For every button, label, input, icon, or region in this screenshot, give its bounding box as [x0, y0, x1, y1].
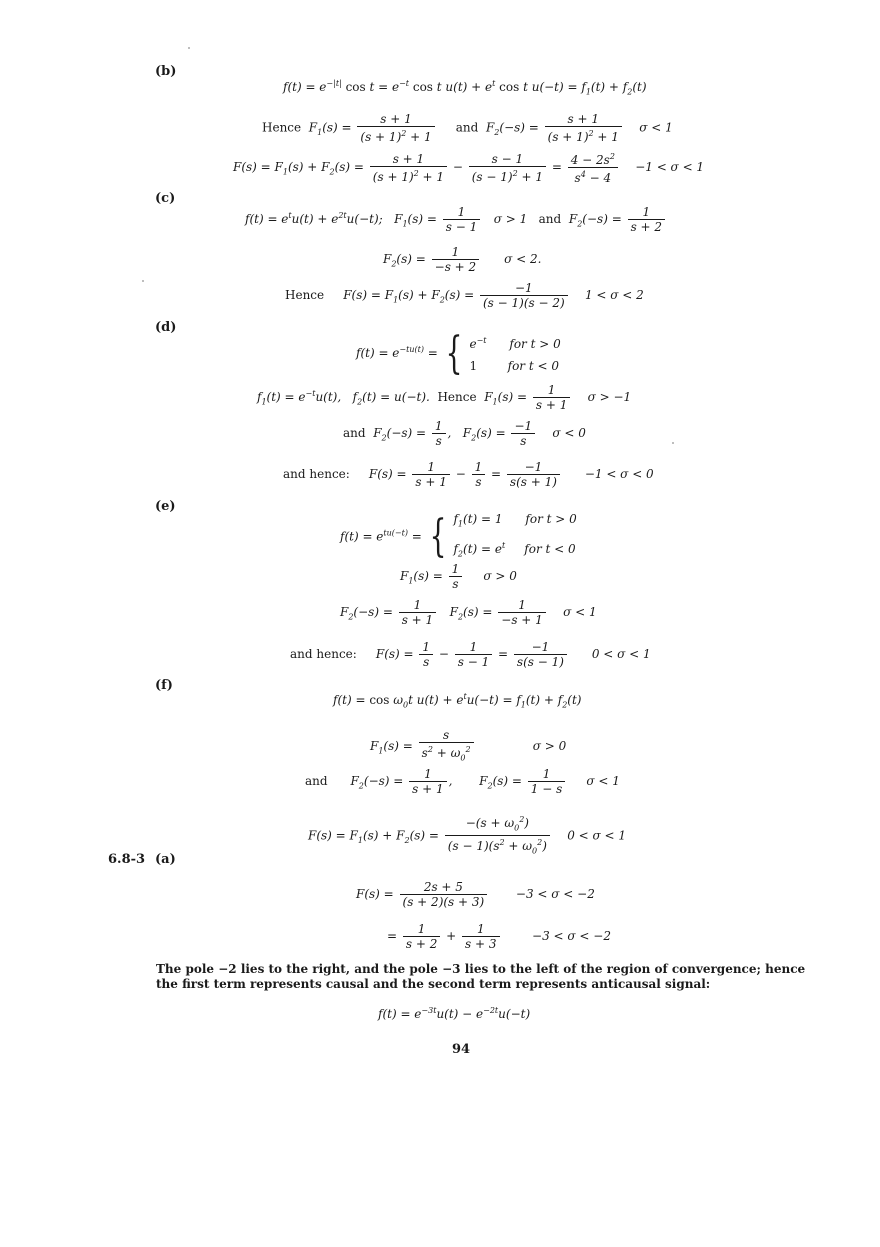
part-d-equation-2: $f_1(t) = e^{-t}u(t)$, $f_2(t) = u(-t)$. Hence $F_1(s)$ = $\frac{1}{s + 1}$ σ > −1	[257, 383, 632, 412]
part-d-equation-3: and $F_2(-s)$ = $\frac{1}{s}$ , $F_2(s)$ = $\frac{-1}{s}$ σ < 0	[343, 419, 586, 448]
part-f-equation-3: and $F_2(-s)$ = $\frac{1}{s + 1}$ , $F_2(s)$ = $\frac{1}{1 - s}$ σ < 1	[305, 767, 620, 796]
page-number: 94	[452, 1042, 471, 1057]
part-f-equation-4: $F(s) = F_1(s) + F_2(s)$ = $\frac{-(s + \omega_0^2)}{(s - 1)(s^2 + \omega_0^2)}$ 0 < σ < 1	[308, 815, 627, 856]
part-d-equation-1: $f(t) = e^{-tu(t)}$ = { $e^{-t}$ for t > 0 1 for t < 0	[356, 327, 561, 379]
part-b-label: (b)	[155, 64, 177, 79]
problem-number-label: 6.8-3	[108, 852, 146, 867]
part-c-label: (c)	[155, 191, 176, 206]
part-c-equation-2: $F_2(s)$ = $\frac{1}{-s + 2}$ σ < 2.	[383, 245, 542, 274]
scan-speck	[672, 442, 674, 444]
part-e-label: (e)	[155, 499, 176, 514]
part-b-equation-3: $F(s) = F_1(s) + F_2(s)$ = $\frac{s + 1}{(s + 1)^2 + 1}$ − $\frac{s - 1}{(s - 1)^2 + 1}$ = $\frac{4 - 2s^2}{s^4 - 4}$ −1 < σ < 1	[233, 151, 705, 185]
part-d-equation-4: and hence: F(s) = $\frac{1}{s + 1}$ − $\frac{1}{s}$ = $\frac{-1}{s(s + 1)}$ −1 < σ < 0	[283, 460, 654, 489]
scan-speck	[142, 280, 144, 282]
part-e-equation-4: and hence: F(s) = $\frac{1}{s}$ − $\frac{1}{s - 1}$ = $\frac{-1}{s(s - 1)}$ 0 < σ < 1	[290, 640, 651, 669]
part-c-equation-1: $f(t) = e^tu(t) + e^{2t}u(-t)$; $F_1(s)$ = $\frac{1}{s - 1}$ σ > 1 and $F_2(-s)$ = $\frac{1}{s + 2}$	[245, 205, 667, 234]
part-a-equation-1: F(s) = $\frac{2s + 5}{(s + 2)(s + 3)}$ −3 < σ < −2	[356, 880, 595, 909]
part-f-label: (f)	[155, 678, 173, 693]
part-e-equation-3: $F_2(-s)$ = $\frac{1}{s + 1}$ $F_2(s)$ = $\frac{1}{-s + 1}$ σ < 1	[340, 598, 597, 627]
part-d-label: (d)	[155, 320, 177, 335]
part-a-equation-2: = $\frac{1}{s + 2}$ + $\frac{1}{s + 3}$ −3 < σ < −2	[387, 922, 611, 951]
part-e-equation-1: $f(t) = e^{tu(-t)}$ = { $f_1(t) = 1$ for t > 0 $f_2(t) = e^t$ for t < 0	[340, 510, 577, 562]
part-e-equation-2: $F_1(s)$ = $\frac{1}{s}$ σ > 0	[400, 562, 517, 591]
part-a-result: $f(t) = e^{-3t}u(t) - e^{-2t}u(-t)$	[378, 1006, 531, 1021]
part-b-equation-1: $f(t) = e^{-|t|}$ $\cos t = e^{-t}$ cos t $u(t) + e^t$ cos t $u(-t) = f_1(t) + f_2(t)$	[283, 79, 647, 97]
part-a-paragraph: The pole −2 lies to the right, and the pole −3 lies to the left of the region of convergence; hence the first term represents causal and the second term represents anticausal signal:	[156, 962, 806, 991]
part-f-equation-2: $F_1(s)$ = $\frac{s}{s^2 + \omega_0^2}$ σ > 0	[370, 728, 567, 763]
part-f-equation-1: $f(t) = \cos \omega_0t$ $u(t) + e^tu(-t) = f_1(t) + f_2(t)$	[333, 692, 582, 710]
part-a-label: (a)	[155, 852, 176, 867]
scan-speck	[188, 47, 190, 49]
part-c-equation-3: Hence $F(s) = F_1(s) + F_2(s)$ = $\frac{-1}{(s - 1)(s - 2)}$ 1 < σ < 2	[285, 281, 644, 310]
part-b-equation-2: Hence $F_1(s)$ = $\frac{s + 1}{(s + 1)^2 + 1}$ and $F_2(-s)$ = $\frac{s + 1}{(s + 1)^2 + 1}$ σ < 1	[262, 112, 673, 144]
